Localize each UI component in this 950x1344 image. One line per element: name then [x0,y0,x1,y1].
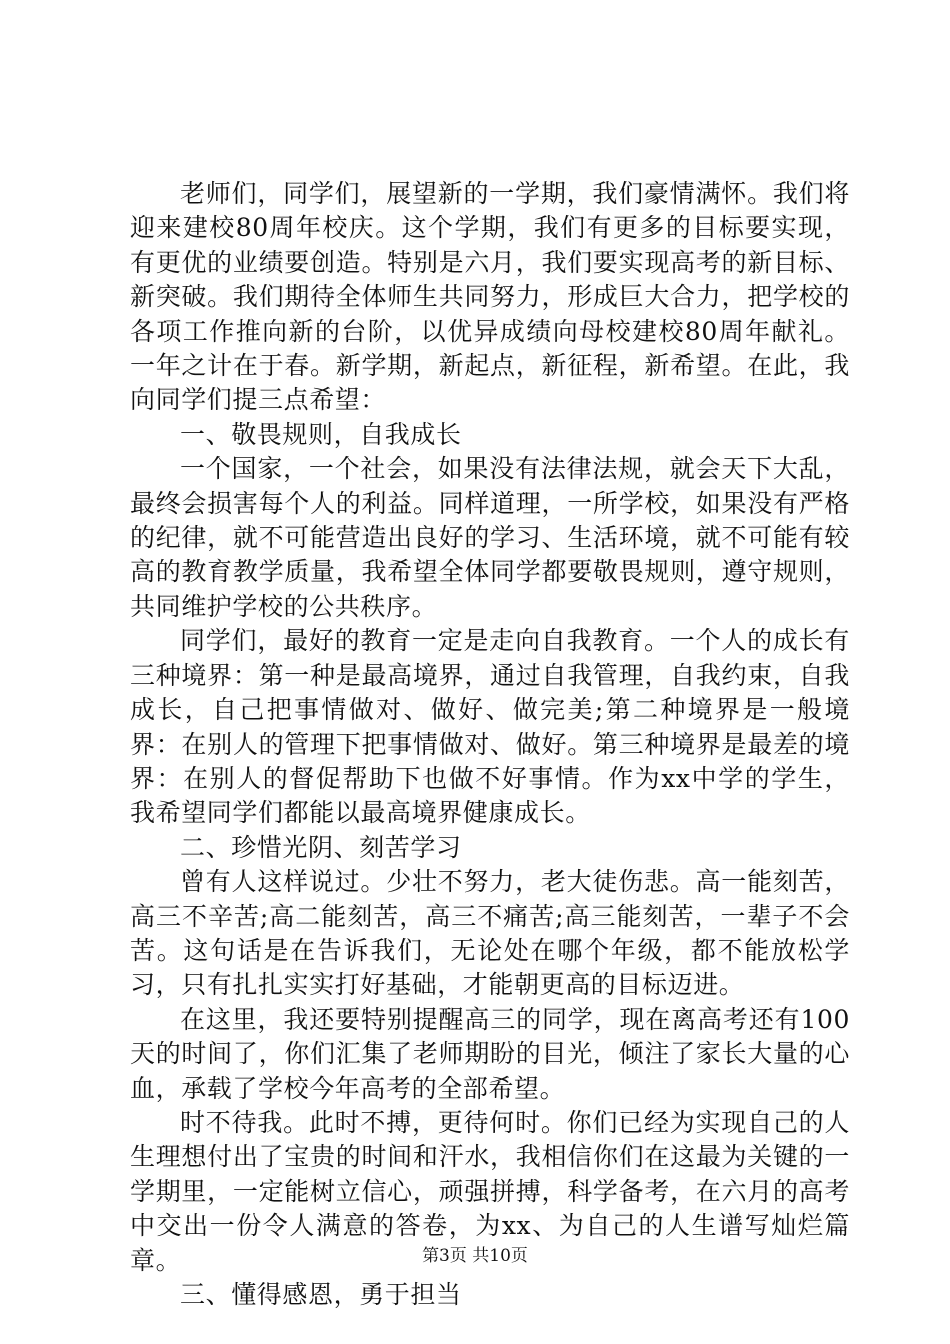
section-heading-1: 一、敬畏规则，自我成长 [180,419,462,449]
paragraph-rules: 一个国家，一个社会，如果没有法律法规，就会天下大乱，最终会损害每个人的利益。同样道理，一所学校，如果没有严格的纪律，就不可能营造出良好的学习、生活环境，就不可能有较高的教育教学质量，我希望全体同学都要敬畏规则，遵守规则，共同维护学校的公共秩序。 [130,454,850,621]
paragraph-seize-time: 时不待我。此时不搏，更待何时。你们已经为实现自己的人生理想付出了宝贵的时间和汗水，我相信你们在这最为关键的一学期里，一定能树立信心，顽强拼搏，科学备考，在六月的高考中交出一份令人满意的答卷，为xx、为自己的人生谱写灿烂篇章。 [130,1107,850,1275]
section-heading-3: 三、懂得感恩，勇于担当 [180,1280,462,1309]
section-heading-2: 二、珍惜光阴、刻苦学习 [180,832,462,862]
page-number: 第3页 共10页 [422,1246,528,1266]
document-body [130,177,850,1312]
page-footer [0,1241,950,1266]
paragraph-study-hard: 曾有人这样说过。少壮不努力，老大徒伤悲。高一能刻苦，高三不辛苦;高二能刻苦，高三不痛苦;高三能刻苦，一辈子不会苦。这句话是在告诉我们，无论处在哪个年级，都不能放松学习，只有扎扎实实打好基础，才能朝更高的目标迈进。 [130,867,850,1000]
paragraph-self-education: 同学们，最好的教育一定是走向自我教育。一个人的成长有三种境界：第一种是最高境界，通过自我管理，自我约束，自我成长，自己把事情做对、做好、做完美;第二种境界是一般境界：在别人的管理下把事情做对、做好。第三种境界是最差的境界：在别人的督促帮助下也做不好事情。作为xx中学的学生，我希望同学们都能以最高境界健康成长。 [130,626,850,828]
paragraph-intro: 老师们，同学们，展望新的一学期，我们豪情满怀。我们将迎来建校80周年校庆。这个学期，我们有更多的目标要实现，有更优的业绩要创造。特别是六月，我们要实现高考的新目标、新突破。我们期待全体师生共同努力，形成巨大合力，把学校的各项工作推向新的台阶，以优异成绩向母校建校80周年献礼。一年之计在于春。新学期，新起点，新征程，新希望。在此，我向同学们提三点希望： [130,179,850,415]
paragraph-senior-reminder: 在这里，我还要特别提醒高三的同学，现在离高考还有100天的时间了，你们汇集了老师期盼的目光，倾注了家长大量的心血，承载了学校今年高考的全部希望。 [130,1004,850,1103]
